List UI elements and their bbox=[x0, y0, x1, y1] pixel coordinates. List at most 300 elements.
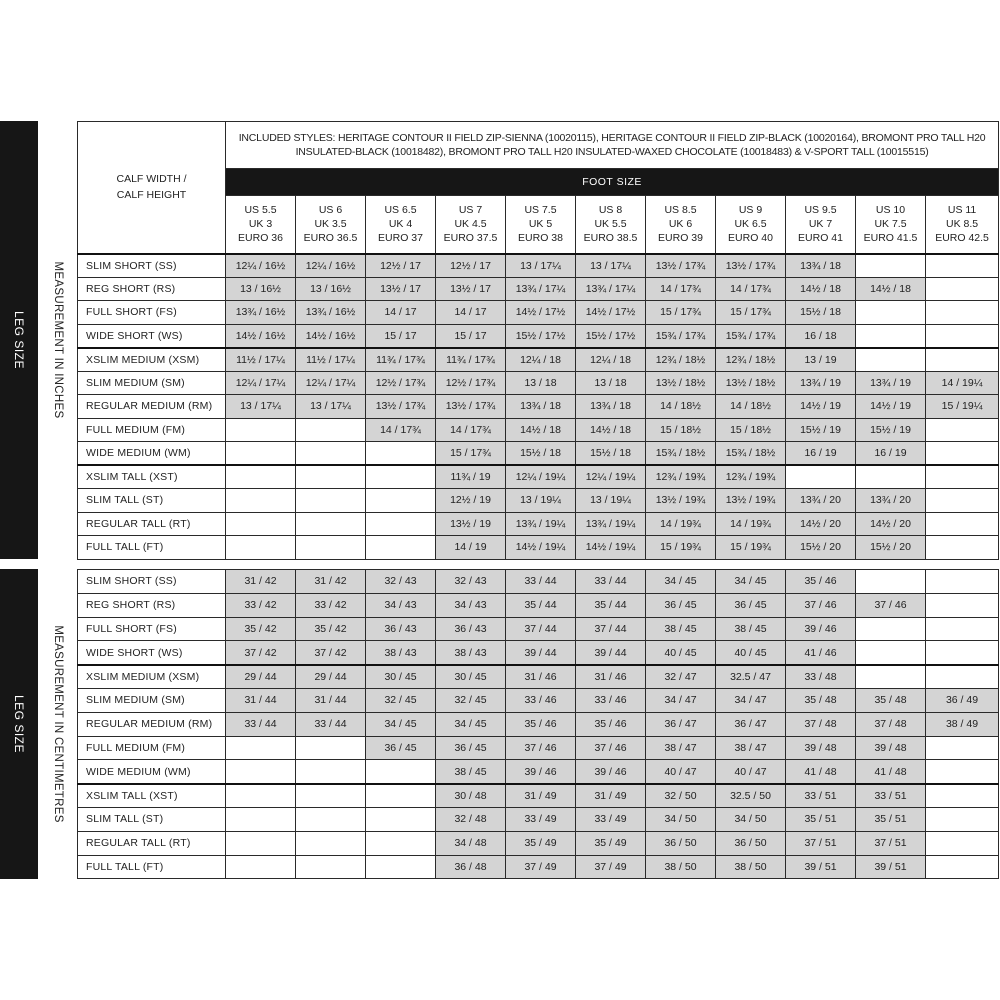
size-value-cell: 13¾ / 19¼ bbox=[576, 512, 646, 536]
size-value-cell bbox=[296, 465, 366, 489]
size-value-cell: 13½ / 19¾ bbox=[646, 489, 716, 513]
size-uk: UK 3.5 bbox=[314, 218, 347, 231]
table-row bbox=[78, 301, 999, 325]
size-value-cell: 34 / 50 bbox=[646, 807, 716, 831]
leg-size-row-label: FULL TALL (FT) bbox=[78, 536, 226, 560]
size-value-cell: 37 / 42 bbox=[296, 641, 366, 665]
size-value-cell: 37 / 48 bbox=[856, 712, 926, 736]
size-euro: EURO 41 bbox=[798, 232, 843, 245]
size-value-cell: 35 / 42 bbox=[296, 617, 366, 641]
size-value-cell: 37 / 44 bbox=[506, 617, 576, 641]
size-value-cell: 16 / 19 bbox=[786, 442, 856, 466]
size-value-cell: 29 / 44 bbox=[226, 665, 296, 689]
size-us: US 9 bbox=[738, 204, 763, 217]
size-value-cell: 37 / 44 bbox=[576, 617, 646, 641]
leg-size-row-label: REGULAR MEDIUM (RM) bbox=[78, 395, 226, 419]
size-uk: UK 7 bbox=[808, 218, 833, 231]
size-value-cell: 38 / 50 bbox=[646, 855, 716, 879]
size-value-cell: 13½ / 18½ bbox=[716, 371, 786, 395]
size-value-cell: 15 / 17¾ bbox=[716, 301, 786, 325]
size-value-cell: 14½ / 20 bbox=[856, 512, 926, 536]
size-value-cell: 32 / 48 bbox=[436, 807, 506, 831]
size-euro: EURO 36.5 bbox=[303, 232, 358, 245]
size-value-cell: 13 / 19¼ bbox=[576, 489, 646, 513]
table-row bbox=[78, 277, 999, 301]
size-value-cell: 35 / 46 bbox=[506, 712, 576, 736]
size-value-cell bbox=[296, 489, 366, 513]
table-row bbox=[78, 418, 999, 442]
size-value-cell bbox=[226, 736, 296, 760]
size-value-cell: 41 / 48 bbox=[786, 760, 856, 784]
size-value-cell: 15 / 17¾ bbox=[436, 442, 506, 466]
size-value-cell: 39 / 46 bbox=[786, 617, 856, 641]
leg-size-label: LEG SIZE bbox=[12, 310, 26, 370]
size-value-cell: 13½ / 17¾ bbox=[436, 395, 506, 419]
size-uk: UK 3 bbox=[248, 218, 273, 231]
size-value-cell: 40 / 47 bbox=[646, 760, 716, 784]
leg-size-row-label: SLIM MEDIUM (SM) bbox=[78, 371, 226, 395]
inches-section bbox=[0, 121, 1000, 559]
size-value-cell bbox=[366, 512, 436, 536]
size-value-cell: 38 / 49 bbox=[926, 712, 999, 736]
size-value-cell: 12¼ / 19¼ bbox=[576, 465, 646, 489]
leg-size-bar-inches bbox=[0, 121, 38, 559]
size-value-cell: 39 / 44 bbox=[506, 641, 576, 665]
foot-size-column-header bbox=[366, 196, 436, 254]
size-value-cell: 14½ / 20 bbox=[786, 512, 856, 536]
size-value-cell: 13¾ / 16½ bbox=[296, 301, 366, 325]
size-us: US 6 bbox=[318, 204, 343, 217]
size-value-cell bbox=[226, 465, 296, 489]
size-value-cell bbox=[926, 736, 999, 760]
table-row bbox=[78, 536, 999, 560]
size-euro: EURO 41.5 bbox=[863, 232, 918, 245]
size-us: US 8 bbox=[598, 204, 623, 217]
size-value-cell: 12¼ / 19¼ bbox=[506, 465, 576, 489]
size-value-cell: 15 / 17 bbox=[366, 324, 436, 348]
size-value-cell bbox=[226, 807, 296, 831]
size-us: US 5.5 bbox=[244, 204, 277, 217]
size-value-cell: 30 / 48 bbox=[436, 784, 506, 808]
size-value-cell: 38 / 47 bbox=[646, 736, 716, 760]
size-value-cell bbox=[926, 570, 999, 594]
size-value-cell: 34 / 48 bbox=[436, 831, 506, 855]
size-value-cell: 15¾ / 18½ bbox=[646, 442, 716, 466]
size-value-cell: 15 / 17 bbox=[436, 324, 506, 348]
size-value-cell: 33 / 51 bbox=[786, 784, 856, 808]
leg-size-row-label: XSLIM MEDIUM (XSM) bbox=[78, 348, 226, 372]
table-row bbox=[78, 641, 999, 665]
size-value-cell: 14 / 17 bbox=[366, 301, 436, 325]
size-value-cell: 35 / 42 bbox=[226, 617, 296, 641]
size-value-cell: 12¼ / 17¼ bbox=[226, 371, 296, 395]
size-value-cell: 32 / 43 bbox=[366, 570, 436, 594]
size-value-cell: 14 / 19¾ bbox=[716, 512, 786, 536]
size-us: US 8.5 bbox=[664, 204, 697, 217]
size-value-cell: 11½ / 17¼ bbox=[226, 348, 296, 372]
size-value-cell: 31 / 49 bbox=[506, 784, 576, 808]
size-value-cell bbox=[856, 465, 926, 489]
size-table-centimetres bbox=[77, 569, 999, 879]
size-us: US 9.5 bbox=[804, 204, 837, 217]
leg-size-row-label: XSLIM TALL (XST) bbox=[78, 784, 226, 808]
size-value-cell: 37 / 49 bbox=[506, 855, 576, 879]
size-value-cell: 36 / 43 bbox=[436, 617, 506, 641]
table-row bbox=[78, 617, 999, 641]
size-value-cell: 13 / 18 bbox=[576, 371, 646, 395]
size-uk: UK 8.5 bbox=[946, 218, 979, 231]
size-value-cell: 12½ / 17 bbox=[366, 254, 436, 278]
size-value-cell: 14½ / 17½ bbox=[506, 301, 576, 325]
size-value-cell: 15 / 18½ bbox=[716, 418, 786, 442]
size-value-cell: 11½ / 17¼ bbox=[296, 348, 366, 372]
size-value-cell: 12¼ / 16½ bbox=[296, 254, 366, 278]
size-value-cell: 30 / 45 bbox=[436, 665, 506, 689]
size-table-inches bbox=[77, 121, 999, 560]
measurement-label-column-centimetres bbox=[38, 569, 78, 879]
size-value-cell bbox=[926, 277, 999, 301]
table-row bbox=[78, 760, 999, 784]
table-row bbox=[78, 371, 999, 395]
leg-size-row-label: SLIM SHORT (SS) bbox=[78, 254, 226, 278]
size-value-cell: 33 / 49 bbox=[576, 807, 646, 831]
leg-size-row-label: SLIM MEDIUM (SM) bbox=[78, 688, 226, 712]
size-value-cell: 12¾ / 19¾ bbox=[646, 465, 716, 489]
size-value-cell: 39 / 46 bbox=[576, 760, 646, 784]
size-value-cell: 35 / 44 bbox=[506, 593, 576, 617]
size-value-cell bbox=[296, 784, 366, 808]
size-value-cell bbox=[926, 807, 999, 831]
foot-size-column-header bbox=[296, 196, 366, 254]
size-value-cell bbox=[226, 442, 296, 466]
size-value-cell: 33 / 42 bbox=[226, 593, 296, 617]
size-uk: UK 7.5 bbox=[874, 218, 907, 231]
size-value-cell: 12½ / 19 bbox=[436, 489, 506, 513]
size-value-cell bbox=[926, 784, 999, 808]
size-value-cell bbox=[926, 512, 999, 536]
size-euro: EURO 38 bbox=[518, 232, 563, 245]
table-row bbox=[78, 736, 999, 760]
size-value-cell bbox=[926, 489, 999, 513]
size-value-cell bbox=[926, 418, 999, 442]
foot-size-column-header bbox=[646, 196, 716, 254]
size-value-cell: 41 / 48 bbox=[856, 760, 926, 784]
size-value-cell bbox=[926, 301, 999, 325]
foot-size-column-header bbox=[576, 196, 646, 254]
leg-size-row-label: SLIM SHORT (SS) bbox=[78, 570, 226, 594]
size-value-cell: 13¾ / 19 bbox=[856, 371, 926, 395]
size-value-cell: 36 / 47 bbox=[646, 712, 716, 736]
size-value-cell bbox=[366, 442, 436, 466]
size-value-cell: 31 / 42 bbox=[226, 570, 296, 594]
size-value-cell: 11¾ / 17¾ bbox=[436, 348, 506, 372]
table-row bbox=[78, 855, 999, 879]
leg-size-row-label: WIDE MEDIUM (WM) bbox=[78, 760, 226, 784]
size-value-cell: 36 / 45 bbox=[716, 593, 786, 617]
size-value-cell: 36 / 48 bbox=[436, 855, 506, 879]
size-value-cell: 13½ / 17 bbox=[436, 277, 506, 301]
size-value-cell: 33 / 48 bbox=[786, 665, 856, 689]
size-value-cell: 38 / 43 bbox=[436, 641, 506, 665]
size-value-cell: 35 / 44 bbox=[576, 593, 646, 617]
leg-size-label: LEG SIZE bbox=[12, 694, 26, 754]
size-value-cell: 37 / 48 bbox=[786, 712, 856, 736]
size-uk: UK 6.5 bbox=[734, 218, 767, 231]
size-us: US 7 bbox=[458, 204, 483, 217]
size-value-cell: 14 / 17¾ bbox=[436, 418, 506, 442]
size-value-cell: 14 / 19¼ bbox=[926, 371, 999, 395]
size-value-cell: 13¾ / 19¼ bbox=[506, 512, 576, 536]
table-row bbox=[78, 512, 999, 536]
size-value-cell: 15¾ / 17¾ bbox=[716, 324, 786, 348]
size-value-cell: 35 / 49 bbox=[576, 831, 646, 855]
size-value-cell bbox=[296, 855, 366, 879]
size-value-cell: 13½ / 17 bbox=[366, 277, 436, 301]
table-row bbox=[78, 688, 999, 712]
size-value-cell: 37 / 49 bbox=[576, 855, 646, 879]
size-value-cell: 34 / 47 bbox=[716, 688, 786, 712]
size-value-cell bbox=[296, 736, 366, 760]
size-value-cell bbox=[926, 254, 999, 278]
table-row bbox=[78, 593, 999, 617]
size-value-cell: 15 / 19¼ bbox=[926, 395, 999, 419]
leg-size-row-label: XSLIM TALL (XST) bbox=[78, 465, 226, 489]
foot-size-column-header bbox=[786, 196, 856, 254]
size-value-cell: 38 / 45 bbox=[436, 760, 506, 784]
table-row bbox=[78, 665, 999, 689]
size-value-cell: 12¼ / 18 bbox=[506, 348, 576, 372]
foot-size-column-header bbox=[716, 196, 786, 254]
size-value-cell: 15 / 18½ bbox=[646, 418, 716, 442]
size-value-cell: 15½ / 18 bbox=[576, 442, 646, 466]
size-us: US 6.5 bbox=[384, 204, 417, 217]
leg-size-row-label: REGULAR TALL (RT) bbox=[78, 512, 226, 536]
leg-size-row-label: FULL MEDIUM (FM) bbox=[78, 736, 226, 760]
size-uk: UK 5.5 bbox=[594, 218, 627, 231]
size-value-cell: 36 / 45 bbox=[366, 736, 436, 760]
size-value-cell: 13 / 16½ bbox=[296, 277, 366, 301]
leg-size-row-label: REGULAR MEDIUM (RM) bbox=[78, 712, 226, 736]
size-value-cell: 13 / 17¼ bbox=[296, 395, 366, 419]
size-value-cell: 14½ / 16½ bbox=[296, 324, 366, 348]
size-value-cell: 38 / 45 bbox=[716, 617, 786, 641]
size-value-cell bbox=[366, 465, 436, 489]
size-value-cell: 13 / 17¼ bbox=[226, 395, 296, 419]
size-us: US 11 bbox=[947, 204, 977, 217]
size-value-cell bbox=[786, 465, 856, 489]
table-row bbox=[78, 831, 999, 855]
size-value-cell bbox=[366, 807, 436, 831]
size-value-cell bbox=[366, 831, 436, 855]
size-value-cell bbox=[226, 489, 296, 513]
size-value-cell bbox=[366, 536, 436, 560]
size-value-cell: 13 / 16½ bbox=[226, 277, 296, 301]
size-value-cell: 41 / 46 bbox=[786, 641, 856, 665]
leg-size-row-label: FULL SHORT (FS) bbox=[78, 301, 226, 325]
leg-size-row-label: FULL SHORT (FS) bbox=[78, 617, 226, 641]
size-value-cell: 14½ / 18 bbox=[576, 418, 646, 442]
size-value-cell bbox=[926, 465, 999, 489]
size-value-cell: 35 / 51 bbox=[786, 807, 856, 831]
size-value-cell: 11¾ / 19 bbox=[436, 465, 506, 489]
table-row bbox=[78, 324, 999, 348]
size-value-cell: 33 / 44 bbox=[576, 570, 646, 594]
size-value-cell: 12½ / 17¾ bbox=[366, 371, 436, 395]
size-value-cell: 34 / 45 bbox=[646, 570, 716, 594]
size-euro: EURO 40 bbox=[728, 232, 773, 245]
size-value-cell: 33 / 44 bbox=[226, 712, 296, 736]
measurement-unit-label: MEASUREMENT IN CENTIMETRES bbox=[52, 625, 64, 823]
size-value-cell: 37 / 46 bbox=[576, 736, 646, 760]
size-value-cell: 15½ / 17½ bbox=[576, 324, 646, 348]
size-value-cell bbox=[926, 536, 999, 560]
size-value-cell: 15¾ / 17¾ bbox=[646, 324, 716, 348]
size-value-cell: 12¼ / 18 bbox=[576, 348, 646, 372]
size-value-cell: 39 / 48 bbox=[786, 736, 856, 760]
size-value-cell: 14 / 18½ bbox=[646, 395, 716, 419]
table-row bbox=[78, 712, 999, 736]
size-value-cell: 32.5 / 50 bbox=[716, 784, 786, 808]
size-value-cell: 13¾ / 18 bbox=[576, 395, 646, 419]
size-value-cell: 32 / 45 bbox=[366, 688, 436, 712]
size-value-cell: 35 / 46 bbox=[786, 570, 856, 594]
foot-size-column-header bbox=[436, 196, 506, 254]
leg-size-row-label: WIDE MEDIUM (WM) bbox=[78, 442, 226, 466]
size-value-cell: 15½ / 18 bbox=[506, 442, 576, 466]
measurement-unit-label: MEASUREMENT IN INCHES bbox=[52, 261, 64, 419]
size-value-cell bbox=[856, 617, 926, 641]
size-value-cell: 38 / 43 bbox=[366, 641, 436, 665]
table-row bbox=[78, 784, 999, 808]
foot-size-column-header bbox=[856, 196, 926, 254]
size-value-cell: 13½ / 17¾ bbox=[366, 395, 436, 419]
table-row bbox=[78, 489, 999, 513]
size-value-cell: 33 / 51 bbox=[856, 784, 926, 808]
size-value-cell: 34 / 47 bbox=[646, 688, 716, 712]
size-value-cell: 12¾ / 19¾ bbox=[716, 465, 786, 489]
size-uk: UK 4 bbox=[388, 218, 413, 231]
size-value-cell: 29 / 44 bbox=[296, 665, 366, 689]
size-value-cell: 12½ / 17 bbox=[436, 254, 506, 278]
size-value-cell: 12¾ / 18½ bbox=[646, 348, 716, 372]
size-value-cell: 36 / 49 bbox=[926, 688, 999, 712]
table-row bbox=[78, 442, 999, 466]
size-value-cell: 31 / 46 bbox=[576, 665, 646, 689]
size-value-cell: 34 / 43 bbox=[366, 593, 436, 617]
size-value-cell: 14½ / 16½ bbox=[226, 324, 296, 348]
size-value-cell: 34 / 45 bbox=[366, 712, 436, 736]
calf-header-line-1: CALF WIDTH / bbox=[116, 173, 187, 186]
size-value-cell: 40 / 45 bbox=[716, 641, 786, 665]
foot-size-column-header bbox=[506, 196, 576, 254]
foot-size-column-header bbox=[926, 196, 999, 254]
size-euro: EURO 42.5 bbox=[935, 232, 989, 245]
size-value-cell bbox=[366, 760, 436, 784]
size-value-cell: 31 / 42 bbox=[296, 570, 366, 594]
size-value-cell: 14 / 17 bbox=[436, 301, 506, 325]
size-value-cell: 40 / 45 bbox=[646, 641, 716, 665]
size-value-cell: 32.5 / 47 bbox=[716, 665, 786, 689]
size-value-cell: 38 / 45 bbox=[646, 617, 716, 641]
size-value-cell: 13¾ / 20 bbox=[786, 489, 856, 513]
size-value-cell bbox=[226, 784, 296, 808]
leg-size-row-label: REG SHORT (RS) bbox=[78, 593, 226, 617]
size-value-cell bbox=[926, 855, 999, 879]
size-value-cell bbox=[856, 665, 926, 689]
table-row bbox=[78, 348, 999, 372]
size-value-cell bbox=[226, 512, 296, 536]
size-value-cell: 13½ / 17¾ bbox=[716, 254, 786, 278]
size-value-cell: 13½ / 18½ bbox=[646, 371, 716, 395]
size-value-cell: 37 / 51 bbox=[786, 831, 856, 855]
size-value-cell: 34 / 43 bbox=[436, 593, 506, 617]
table-row bbox=[78, 570, 999, 594]
size-value-cell: 14½ / 18 bbox=[786, 277, 856, 301]
leg-size-row-label: REGULAR TALL (RT) bbox=[78, 831, 226, 855]
size-value-cell: 15 / 19¾ bbox=[716, 536, 786, 560]
size-value-cell bbox=[226, 760, 296, 784]
size-value-cell bbox=[296, 536, 366, 560]
size-value-cell: 13¾ / 19 bbox=[786, 371, 856, 395]
size-value-cell: 34 / 45 bbox=[436, 712, 506, 736]
size-value-cell: 39 / 48 bbox=[856, 736, 926, 760]
size-value-cell: 13¾ / 17¼ bbox=[576, 277, 646, 301]
size-value-cell: 13½ / 19 bbox=[436, 512, 506, 536]
size-value-cell: 12¼ / 16½ bbox=[226, 254, 296, 278]
size-value-cell: 14½ / 19 bbox=[856, 395, 926, 419]
size-value-cell: 16 / 18 bbox=[786, 324, 856, 348]
size-value-cell: 39 / 51 bbox=[856, 855, 926, 879]
size-value-cell: 12¼ / 17¼ bbox=[296, 371, 366, 395]
size-value-cell bbox=[226, 855, 296, 879]
size-value-cell bbox=[926, 665, 999, 689]
size-value-cell: 14½ / 17½ bbox=[576, 301, 646, 325]
size-value-cell bbox=[926, 617, 999, 641]
size-value-cell: 14 / 17¾ bbox=[366, 418, 436, 442]
size-value-cell: 14½ / 19 bbox=[786, 395, 856, 419]
size-value-cell: 16 / 19 bbox=[856, 442, 926, 466]
size-value-cell bbox=[296, 831, 366, 855]
size-value-cell: 15½ / 19 bbox=[786, 418, 856, 442]
size-value-cell bbox=[296, 512, 366, 536]
leg-size-row-label: REG SHORT (RS) bbox=[78, 277, 226, 301]
size-value-cell: 36 / 47 bbox=[716, 712, 786, 736]
size-euro: EURO 37.5 bbox=[443, 232, 498, 245]
size-value-cell bbox=[926, 442, 999, 466]
size-value-cell: 13¾ / 17¼ bbox=[506, 277, 576, 301]
foot-size-header: FOOT SIZE bbox=[226, 169, 999, 196]
size-euro: EURO 37 bbox=[378, 232, 423, 245]
size-value-cell: 15¾ / 18½ bbox=[716, 442, 786, 466]
size-euro: EURO 38.5 bbox=[583, 232, 638, 245]
size-value-cell bbox=[926, 324, 999, 348]
leg-size-row-label: SLIM TALL (ST) bbox=[78, 489, 226, 513]
size-value-cell: 14 / 17¾ bbox=[716, 277, 786, 301]
size-value-cell bbox=[856, 301, 926, 325]
size-value-cell: 31 / 44 bbox=[226, 688, 296, 712]
size-value-cell: 15½ / 19 bbox=[856, 418, 926, 442]
size-value-cell: 13 / 18 bbox=[506, 371, 576, 395]
size-value-cell: 13¾ / 16½ bbox=[226, 301, 296, 325]
size-value-cell: 33 / 44 bbox=[506, 570, 576, 594]
size-value-cell bbox=[226, 536, 296, 560]
size-value-cell: 37 / 51 bbox=[856, 831, 926, 855]
size-value-cell: 38 / 50 bbox=[716, 855, 786, 879]
size-value-cell bbox=[366, 489, 436, 513]
size-value-cell bbox=[856, 570, 926, 594]
size-value-cell: 39 / 51 bbox=[786, 855, 856, 879]
size-uk: UK 4.5 bbox=[454, 218, 487, 231]
